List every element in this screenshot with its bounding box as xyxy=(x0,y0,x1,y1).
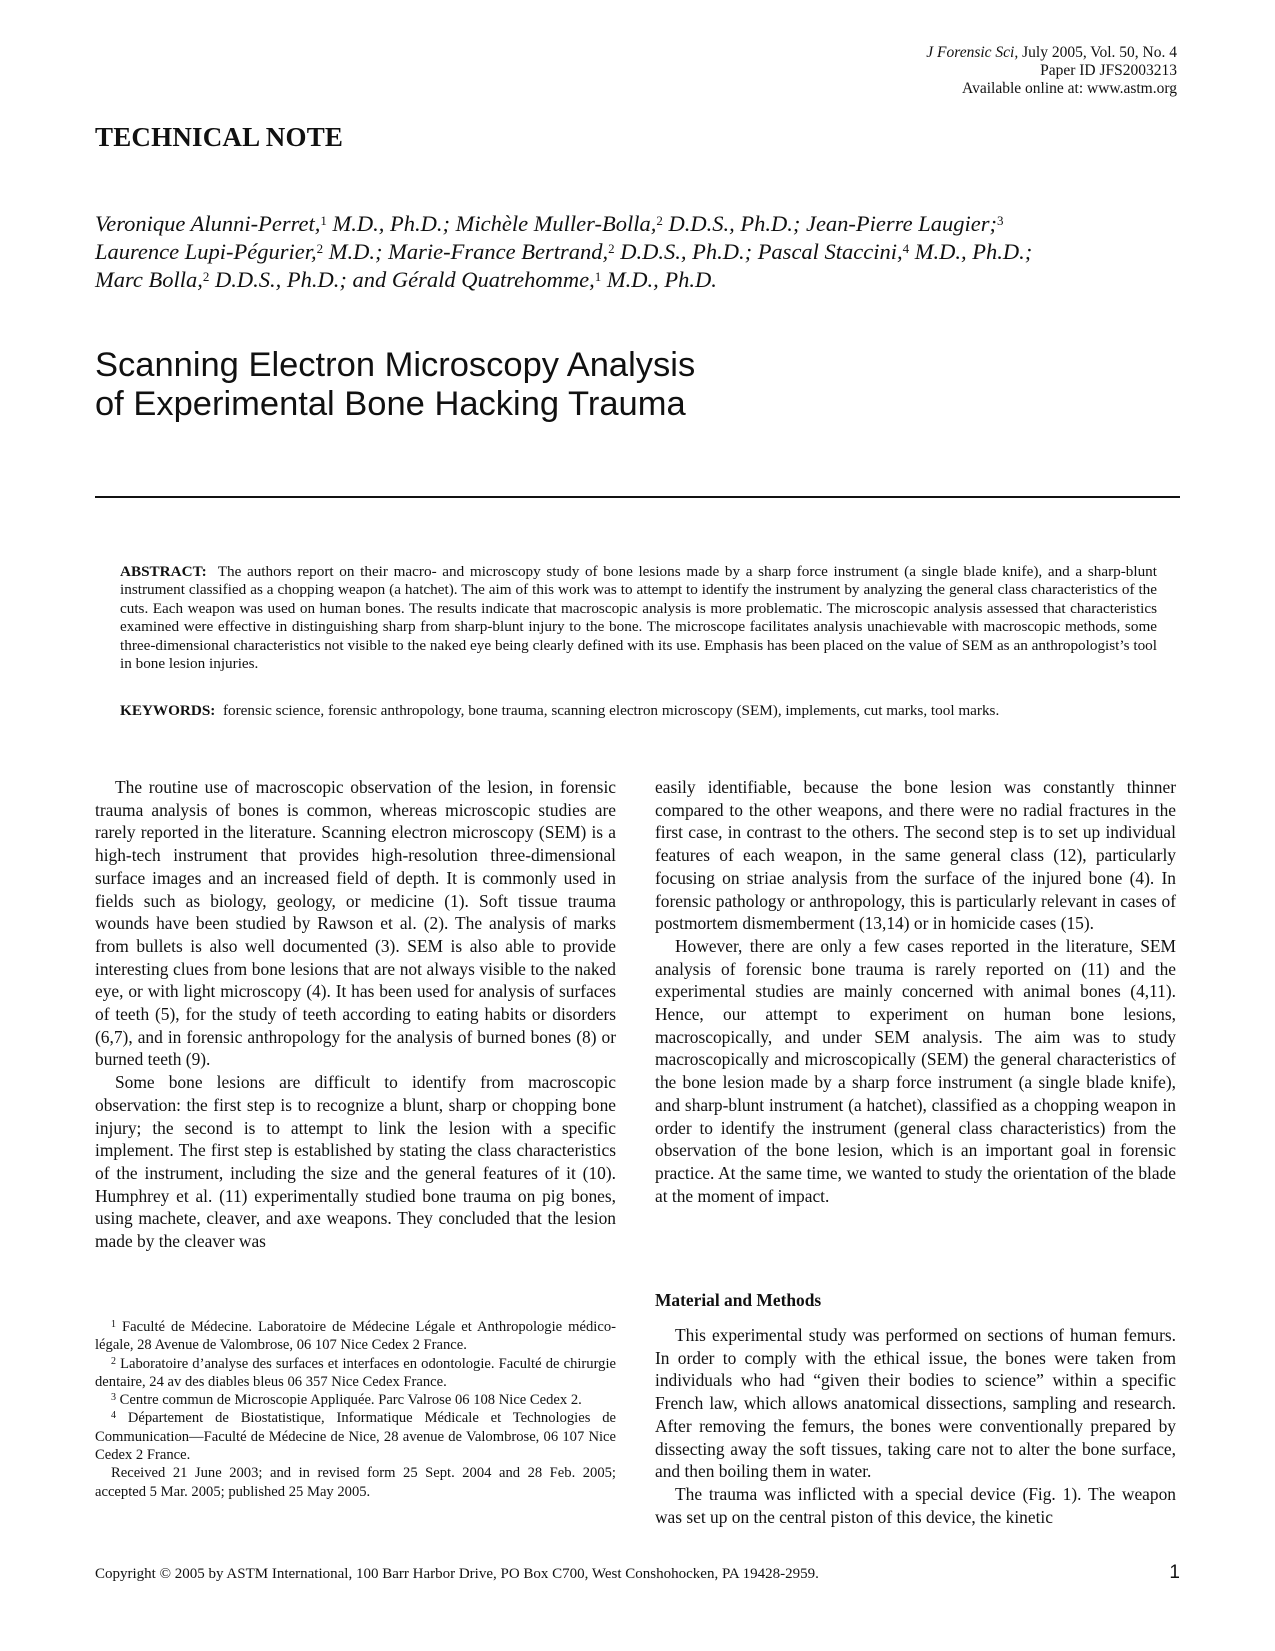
online-availability: Available online at: www.astm.org xyxy=(962,80,1177,97)
author: Jean-Pierre Laugier;$^3$ xyxy=(805,211,1004,236)
author: Gérald Quatrehomme,$^1$ M.D., Ph.D. xyxy=(391,267,717,292)
abstract-label: ABSTRACT: xyxy=(120,563,207,580)
abstract xyxy=(120,563,1157,673)
footnotes xyxy=(95,1318,616,1501)
body-paragraph: The routine use of macroscopic observation of the lesion, in forensic trauma analysis of bones is common, whereas microscopic studies are rarely reported in the literature. Scanning electron microscopy (SEM) is a high-tech instrument that provides high-resolution three-dimensional surface images and an increased field of depth. It is commonly used in fields such as biology, geology, or medicine (1). Soft tissue trauma wounds have been studied by Rawson et al. (2). The analysis of marks from bullets is also well documented (3). SEM is also able to provide interesting clues from bone lesions that are not always visible to the naked eye, or with light microscopy (4). It has been used for analysis of surfaces of teeth (5), for the study of teeth according to eating habits or disorders (6,7), and in forensic anthropology for the analysis of burned bones (8) or burned teeth (9). xyxy=(95,777,616,1070)
title-line: Scanning Electron Microscopy Analysis xyxy=(95,346,696,384)
keywords-text: forensic science, forensic anthropology, bone trauma, scanning electron microscopy (SEM), implements, cut marks, tool marks. xyxy=(222,702,1000,719)
journal-name: J Forensic Sci, xyxy=(926,44,1019,61)
author: Marc Bolla,$^2$ D.D.S., Ph.D.; and xyxy=(95,267,392,292)
paper-title xyxy=(95,346,895,424)
received-dates: Received 21 June 2003; and in revised form 25 Sept. 2004 and 28 Feb. 2005; accepted 5 Mar. 2005; published 25 May 2005. xyxy=(95,1465,616,1500)
section-heading: Material and Methods xyxy=(655,1290,822,1310)
body-paragraph: Some bone lesions are difficult to identify from macroscopic observation: the first step is to recognize a blunt, sharp or chopping bone injury; the second is to attempt to link the lesion with a specific implement. The first step is established by stating the class characteristics of the instrument, including the size and the general features of it (10). Humphrey et al. (11) experimentally studied bone trauma on pig bones, using machete, cleaver, and axe weapons. They concluded that the lesion made by the cleaver was xyxy=(95,1072,616,1252)
author: Veronique Alunni-Perret,$^1$ M.D., Ph.D.; xyxy=(95,211,456,236)
author: Marie-France Bertrand,$^2$ D.D.S., Ph.D.; xyxy=(388,239,758,264)
footnote: $^3$ Centre commun de Microscopie Appliquée. Parc Valrose 06 108 Nice Cedex 2. xyxy=(111,1392,582,1409)
title-line: of Experimental Bone Hacking Trauma xyxy=(95,385,686,423)
abstract-text: The authors report on their macro- and microscopy study of bone lesions made by a sharp force instrument (a single blade knife), and a sharp-blunt instrument classified as a chopping weapon (a hatchet). The aim of this work was to attempt to identify the instrument by analyzing the general class characteristics of the cuts. Each weapon was used on human bones. The results indicate that macroscopic analysis is more problematic. The microscopic analysis assessed that characteristics examined were effective in distinguishing sharp from sharp-blunt injury to the bone. The microscope facilitates analysis unachievable with macroscopic methods, some three-dimensional characteristics not visible to the naked eye being clearly defined with its use. Emphasis has been placed on the value of SEM as an anthropologist’s tool in bone lesion injuries. xyxy=(120,563,1157,673)
title-divider xyxy=(95,496,1180,498)
paper-id: Paper ID JFS2003213 xyxy=(1040,62,1177,79)
copyright-footer: Copyright © 2005 by ASTM International, 100 Barr Harbor Drive, PO Box C700, West Conshohocken, PA 19428-2959. xyxy=(95,1566,819,1582)
keywords-label: KEYWORDS: xyxy=(120,702,216,719)
author: Laurence Lupi-Pégurier,$^2$ M.D.; xyxy=(95,239,389,264)
body-paragraph: easily identifiable, because the bone lesion was constantly thinner compared to the other weapons, and there were no radial fractures in the first case, in contrast to the others. The second step is to set up individual features of each weapon, in the same general class (12), particularly focusing on striae analysis from the surface of the injured bone (4). In forensic pathology or anthropology, this is particularly relevant in cases of postmortem dismemberment (13,14) or in homicide cases (15). xyxy=(655,777,1176,934)
author: Michèle Muller-Bolla,$^2$ D.D.S., Ph.D.; xyxy=(455,211,806,236)
author-list xyxy=(95,210,1175,294)
body-paragraph: However, there are only a few cases reported in the literature, SEM analysis of forensic bone trauma is rarely reported on (11) and the experimental studies are mainly concerned with animal bones (4,11). Hence, our attempt to experiment on human bone lesions, macroscopically, and under SEM analysis. The aim was to study macroscopically and microscopically (SEM) the general characteristics of the bone lesion made by a sharp force instrument (a single blade knife), and sharp-blunt instrument (a hatchet), classified as a chopping weapon in order to identify the instrument (general class characteristics) from the observation of the bone lesion, which is an important goal in forensic practice. At the same time, we wanted to study the orientation of the blade at the moment of impact. xyxy=(655,935,1176,1206)
body-paragraph: The trauma was inflicted with a special device (Fig. 1). The weapon was set up on the central piston of this device, the kinetic xyxy=(655,1483,1176,1527)
author: Pascal Staccini,$^4$ M.D., Ph.D.; xyxy=(757,239,1033,264)
keywords xyxy=(120,702,1180,720)
methods-text xyxy=(655,1324,1176,1528)
journal-issue: July 2005, Vol. 50, No. 4 xyxy=(1018,44,1177,61)
body-paragraph: This experimental study was performed on sections of human femurs. In order to comply with the ethical issue, the bones were taken from individuals who had “given their bodies to science” within a specific French law, which allows anatomical dissections, sampling and research. After removing the femurs, the bones were conventionally prepared by dissecting away the soft tissues, taking care not to alter the bone surface, and then boiling them in water. xyxy=(655,1325,1176,1482)
body-column-left xyxy=(95,776,616,1253)
section-label: TECHNICAL NOTE xyxy=(95,122,344,152)
footnote: $^4$ Département de Biostatistique, Informatique Médicale et Technologies de Communication—Faculté de Médecine de Nice, 28 avenue de Valombrose, 06 107 Nice Cedex 2 France. xyxy=(95,1410,616,1464)
footnote: $^1$ Faculté de Médecine. Laboratoire de Médecine Légale et Anthropologie médico-légale, 28 Avenue de Valombrose, 06 107 Nice Cedex 2 France. xyxy=(95,1319,616,1354)
page-number: 1 xyxy=(1169,1562,1180,1583)
body-column-right xyxy=(655,776,1176,1207)
footnote: $^2$ Laboratoire d’analyse des surfaces et interfaces en odontologie. Faculté de chirurgie dentaire, 24 av des diables bleus 06 357 Nice Cedex France. xyxy=(95,1355,616,1390)
journal-header xyxy=(926,44,1177,98)
